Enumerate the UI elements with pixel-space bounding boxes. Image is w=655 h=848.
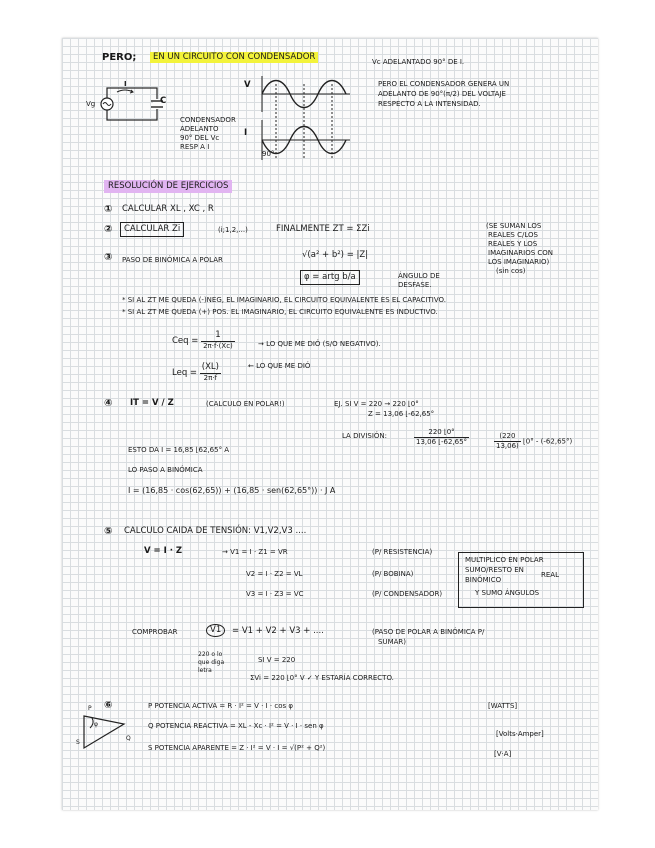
rule-box-line-2: SUMO/RESTO EN — [465, 566, 524, 574]
step5-number: ⑤ — [104, 526, 113, 537]
step4-example: EJ. SI V = 220 → 220 ⌊0° — [334, 400, 419, 408]
step2-note-4: IMAGINARIOS CON — [488, 249, 554, 257]
intro-pero: PERO; — [102, 52, 137, 63]
step4-result: ESTO DA I = 16,85 ⌊62,65° A — [128, 446, 230, 454]
circuit-vg-label: Vg — [86, 100, 96, 108]
division-result: $\frac{(220}{13,06)}$ ⌊0° - (-62,65°) — [496, 432, 573, 450]
power-p-unit: [WATTS] — [488, 702, 518, 710]
rule-box-line-3: BINÓMICO — [465, 576, 502, 584]
circuit-note-2: ADELANTO — [180, 125, 219, 133]
step4-example-z: Z = 13,06 ⌊-62,65° — [368, 410, 435, 418]
wave-v-label: V — [244, 80, 251, 90]
step5-v3-note: (P/ CONDENSADOR) — [372, 590, 443, 598]
step5-v1-note: (P/ RESISTENCIA) — [372, 548, 433, 556]
bullet-capacitivo: * SI AL ZT ME QUEDA (-)NEG, EL IMAGINARIO, EL CIRCUITO EQUIVALENTE ES EL CAPACITIVO. — [122, 296, 446, 304]
step4-paso: LO PASO A BINÓMICA — [128, 466, 203, 474]
division-fraction: $\frac{220 ⌊0^\circ}{13,06 ⌊-62,65^\circ}$ — [416, 428, 468, 446]
ceq-formula: Ceq = $\frac{1}{2\pi\cdot f\cdot(Xc)}$ — [172, 330, 233, 350]
step2-index: (i;1,2,...) — [218, 226, 248, 234]
rule-box-line-4: REAL — [541, 571, 559, 579]
leq-formula: Leq = $\frac{(XL)}{2\pi\cdot f}$ — [172, 362, 219, 382]
step2-note-5: LOS IMAGINARIO) — [488, 258, 550, 266]
section-title: RESOLUCIÓN DE EJERCICIOS — [104, 180, 232, 193]
comprobar-note-1: (PASO DE POLAR A BINÓMICA P/ — [372, 628, 485, 636]
division-label: LA DIVISIÓN: — [342, 432, 387, 440]
triangle-p-label: P — [88, 705, 92, 712]
power-s-unit: [V·A] — [494, 750, 512, 758]
comprobar-side-1: 220 o lo — [198, 651, 223, 658]
comprobar-side-3: letra — [198, 667, 212, 674]
step5-v1: → V1 = I · Z1 = VR — [222, 548, 288, 556]
rule-box-line-5: Y SUMO ÁNGULOS — [475, 589, 540, 597]
triangle-s-label: S — [76, 739, 80, 746]
wave-90-label: 90° — [262, 150, 275, 158]
bullet-inductivo: * SI AL ZT ME QUEDA (+) POS. EL IMAGINARIO, EL CIRCUITO EQUIVALENTE ES INDUCTIVO. — [122, 308, 438, 316]
comprobar-side-2: que diga — [198, 659, 225, 666]
explain-1: PERO EL CONDENSADOR GENERA UN — [378, 80, 510, 88]
step5-v2-note: (P/ BOBINA) — [372, 570, 414, 578]
step3-number: ③ — [104, 252, 113, 263]
triangle-q-label: Q — [126, 735, 131, 742]
step5-rule-box — [458, 552, 584, 608]
power-triangle-diagram — [78, 710, 138, 754]
step3-angulo: φ = artg b/a — [300, 270, 360, 285]
step2-note-1: (SE SUMAN LOS — [486, 222, 542, 230]
power-q: Q POTENCIA REACTIVA = XL - Xc · I² = V · I · sen φ — [148, 722, 324, 730]
circuit-current-label: I — [124, 80, 127, 88]
step3-text: PASO DE BINÓMICA A POLAR — [122, 256, 223, 264]
step2-number: ② — [104, 224, 113, 235]
ceq-note: → LO QUE ME DIÓ (S/O NEGATIVO). — [258, 340, 381, 348]
step4-note: (CALCULO EN POLAR!) — [206, 400, 285, 408]
explain-2: ADELANTO DE 90°(π/2) DEL VOLTAJE — [378, 90, 506, 98]
step5-vie: V = I · Z — [144, 546, 183, 556]
step6-number: ⑥ — [104, 700, 113, 711]
step2-note-2: REALES C/LOS — [488, 231, 538, 239]
step3-modulo: √(a² + b²) = |Z| — [302, 250, 369, 260]
rule-box-line-1: MULTIPLICO EN POLAR — [465, 556, 544, 564]
step4-binomica: I = (16,85 · cos(62,65)) + (16,85 · sen(62,65°)) · J A — [128, 486, 336, 495]
power-p: P POTENCIA ACTIVA = R · I² = V · I · cos φ — [148, 702, 293, 710]
circuit-note-4: RESP A I — [180, 143, 210, 151]
step2-note-6: (sin cos) — [496, 267, 526, 275]
leq-note: ← LO QUE ME DIÓ — [248, 362, 311, 370]
comprobar-si: SI V = 220 — [258, 656, 296, 664]
power-q-unit: [Volts·Amper] — [496, 730, 544, 738]
step3-angulo-note-2: DESFASE. — [398, 281, 432, 289]
comprobar-v: V1 — [206, 624, 225, 637]
power-s: S POTENCIA APARENTE = Z · I² = V · I = √(P² + Q²) — [148, 744, 326, 752]
comprobar-note-2: SUMAR) — [378, 638, 406, 646]
step1-number: ① — [104, 204, 113, 215]
step5-title: CALCULO CAIDA DE TENSIÓN: V1,V2,V3 .... — [124, 526, 307, 536]
comprobar-eq: = V1 + V2 + V3 + .... — [232, 626, 324, 636]
step2-final: FINALMENTE ZT = ΣZi — [276, 224, 370, 234]
step4-formula: IT = V / Z — [130, 398, 174, 408]
comprobar-sum: ΣVi = 220 ⌊0° V ✓ Y ESTARÍA CORRECTO. — [250, 674, 394, 682]
step5-v3: V3 = I · Z3 = VC — [246, 590, 304, 598]
step3-angulo-note-1: ÁNGULO DE — [398, 272, 440, 280]
vc-note: Vc ADELANTADO 90° DE I. — [372, 58, 465, 66]
step2-note-3: REALES Y LOS — [488, 240, 538, 248]
wave-i-label: I — [244, 128, 248, 138]
step1-text: CALCULAR XL , XC , R — [122, 204, 214, 214]
explain-3: RESPECTO A LA INTENSIDAD. — [378, 100, 481, 108]
comprobar-label: COMPROBAR — [132, 628, 178, 636]
circuit-c-label: C — [160, 96, 167, 106]
step2-boxed: CALCULAR Zi — [120, 222, 184, 237]
triangle-phi-label: φ — [94, 721, 98, 728]
step5-v2: V2 = I · Z2 = VL — [246, 570, 303, 578]
circuit-note-1: CONDENSADOR — [180, 116, 236, 124]
header-title: EN UN CIRCUITO CON CONDENSADOR — [150, 52, 318, 63]
circuit-note-3: 90° DEL Vc — [180, 134, 220, 142]
step4-number: ④ — [104, 398, 113, 409]
